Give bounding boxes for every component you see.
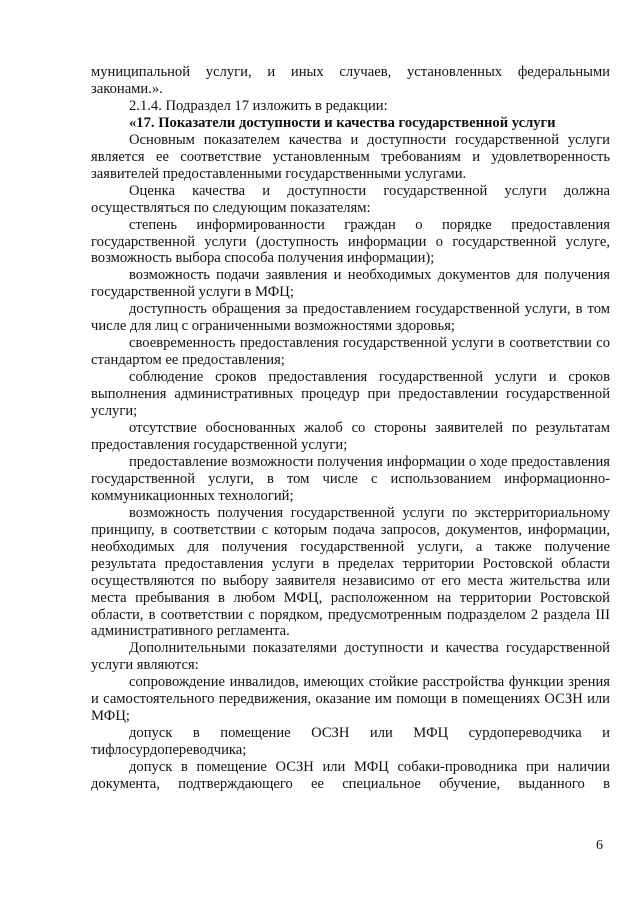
list-item-accessibility: доступность обращения за предоставлением государственной услуги, в том числе для лиц с ограниченными возможностями здоровья;	[91, 301, 610, 335]
list-item-no-complaints: отсутствие обоснованных жалоб со стороны заявителей по результатам предоставления государственной услуги;	[91, 420, 610, 453]
paragraph-amendment-instruction: 2.1.4. Подраздел 17 изложить в редакции:	[129, 97, 388, 114]
list-item-escort-disabled: сопровождение инвалидов, имеющих стойкие расстройства функции зрения и самостоятельного передвижения, оказание им помощи в помещениях ОСЗН или МФЦ;	[91, 674, 610, 725]
section-heading: «17. Показатели доступности и качества государственной услуги	[129, 114, 556, 131]
list-item-deadlines: соблюдение сроков предоставления государственной услуги и сроков выполнения административных процедур при предоставлении государственной услуги;	[91, 369, 610, 420]
list-item-sign-interpreter: допуск в помещение ОСЗН или МФЦ сурдопереводчика и тифлосурдопереводчика;	[91, 725, 610, 759]
list-item-timeliness: своевременность предоставления государственной услуги в соответствии со стандартом ее предоставления;	[91, 335, 610, 369]
paragraph-evaluation-intro: Оценка качества и доступности государственной услуги должна осуществляться по следующим показателям:	[91, 182, 610, 216]
list-item-informedness: степень информированности граждан о порядке предоставления государственной услуги (доступность информации о государственной услуге, возможность выбора способа получения информации);	[91, 216, 610, 267]
list-item-progress-info: предоставление возможности получения информации о ходе предоставления государственной услуги, в том числе с использованием информационно-коммуникационных технологий;	[91, 453, 610, 504]
page-number: 6	[596, 838, 603, 853]
list-item-guide-dog: допуск в помещение ОСЗН или МФЦ собаки-проводника при наличии документа, подтверждающего ее специальное обучение, выданного в	[91, 759, 610, 793]
paragraph-continuation: муниципальной услуги, и иных случаев, установленных федеральными законами.».	[91, 64, 610, 97]
list-item-extraterritorial: возможность получения государственной услуги по экстерриториальному принципу, в соответствии с которым подача запросов, документов, информации, необходимых для получения государственной услуги, а также получение результата предоставления услуги в пределах территории Ростовской области осуществляются по выбору заявителя независимо от его места жительства или места пребывания в любом МФЦ, расположенном на территории Ростовской области, в соответствии с порядком, предусмотренным подразделом 2 раздела III административного регламента.	[91, 504, 610, 640]
paragraph-main-indicator: Основным показателем качества и доступности государственной услуги является ее соответствие установленным требованиям и удовлетворенность заявителей предоставленными государственными услугами.	[91, 131, 610, 182]
paragraph-additional-indicators: Дополнительными показателями доступности и качества государственной услуги являются:	[91, 640, 610, 674]
list-item-submission-mfc: возможность подачи заявления и необходимых документов для получения государственной услуги в МФЦ;	[91, 267, 610, 301]
document-body	[91, 64, 610, 793]
